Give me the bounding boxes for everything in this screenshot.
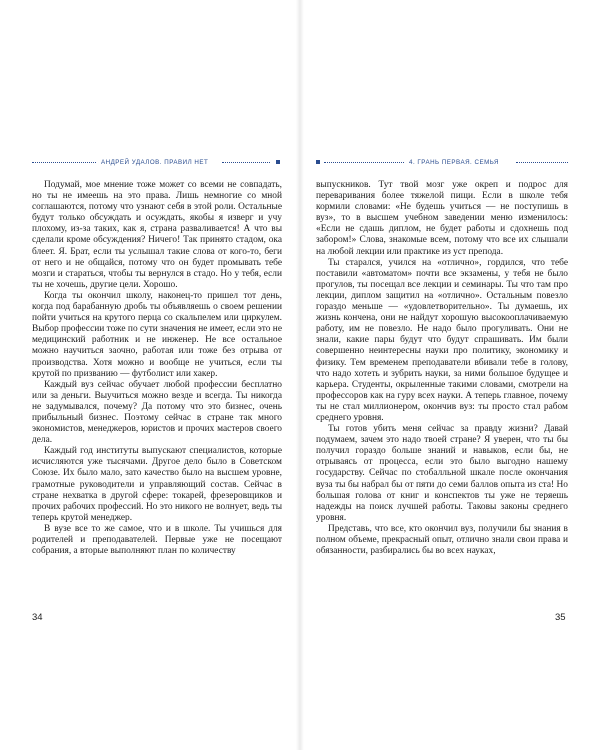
left-page-text — [32, 180, 282, 557]
paragraph: выпускников. Тут твой мозг уже окреп и подрос для переваривания более тяжелой пищи. Если в школе тебя кормили словами: «Не будешь учиться — не поступишь в вуз», то в высшем учебном заведении меню изменилось: «Если не сдашь диплом, не будет работы и сдохнешь под забором!» Слова, знакомые всем, потому что все их слышали на любой лекции или практике из уст препода. — [316, 180, 568, 257]
right-running-header — [316, 158, 568, 168]
header-square-marker — [276, 160, 280, 164]
paragraph: Ты старался, учился на «отлично», гордился, что тебе поставили «автоматом» почти все экзамены, у тебя не было прогулов, ты посещал все лекции и семинары. Ты что там про лекции, диплом защитил на «отлично». Остальным повезло гораздо меньше — «удовлетворительно». Ты думаешь, их жизнь кончена, они не найдут хорошую высокооплачиваемую работу, им не повезло. Не надо было прогуливать. Они не знали, какие пары будут что будут спрашивать. Им были совершенно неинтересны науки про политику, экономику и физику. Тем временем преподаватели вбивали тебе в голову, что надо хотеть и зубрить науки, за ними большое будущее и карьера. Студенты, окрыленные такими словами, смотрели на профессоров как на гуру всех науки. А теперь главное, почему ты не стал миллионером, окончив вуз: ты просто стал рабом среднего уровня. — [316, 257, 568, 423]
header-dotted-rule — [324, 162, 404, 163]
paragraph: Подумай, мое мнение тоже может со всеми не совпадать, но ты не имеешь на это права. Лишь немногие со мной соглашаются, потому что узнают себя в этой роли. Остальные будут только обсуждать и осуждать, якобы я изверг и учу плохому, из-за таких, как я, страна разваливается! А что вы сделали кроме обсуждения? Ничего! Так принято стадом, ока блеет. Я. Брат, если ты услышал такие слова от кого-то, беги от него и не общайся, потому что он будет промывать тебе мозги и стараться, чтобы ты вернулся в стадо. Но у тебя, если ты не хочешь, другие цели. Хорошо. — [32, 180, 282, 290]
right-page-text — [316, 180, 568, 557]
left-page-number: 34 — [32, 612, 43, 623]
paragraph: Представь, что все, кто окончил вуз, получили бы знания в полном объеме, прекрасный опыт, отлично знали свои права и обязанности, разбирались бы во всех науках, — [316, 523, 568, 557]
paragraph: В вузе все то же самое, что и в школе. Ты учишься для родителей и преподавателей. Первые уже не посещают собрания, а вторые выполняют план по количеству — [32, 523, 282, 557]
paragraph: Когда ты окончил школу, наконец-то пришел тот день, когда под барабанную дробь ты объявляешь о своем решении пойти учиться на крутого перца со скальпелем или циркулем. Выбор профессии тоже по сути значения не имеет, если это не медицинский работник и не инженер. Не все остальное можно научиться заочно, работая или тоже без отрыва от производства. Хотя можно и вообще не учиться, если ты крутой по призванию — футболист или хакер. — [32, 290, 282, 379]
header-dotted-rule — [222, 162, 270, 163]
book-gutter — [296, 0, 304, 750]
left-running-header — [32, 158, 282, 168]
right-header-label: 4. ГРАНЬ ПЕРВАЯ. СЕМЬЯ — [406, 158, 502, 167]
header-dotted-rule — [516, 162, 568, 163]
right-page — [316, 158, 568, 557]
left-page — [32, 158, 282, 557]
header-square-marker — [316, 160, 320, 164]
right-page-number: 35 — [555, 612, 566, 623]
paragraph: Ты готов убить меня сейчас за правду жизни? Давай подумаем, зачем это надо твоей стране? Я уверен, что ты бы получил гораздо больше знаний и навыков, если бы, не отрываясь от процесса, если это было выгодно нашему государству. Сейчас по стобалльной шкале после окончания вуза ты бы набрал бы от пяти до семи баллов опыта из ста! Но большая голова от книг и конспектов ты уже не теряешь надежды на поиск лучшей работы. Таковы законы среднего уровня. — [316, 424, 568, 523]
paragraph: Каждый год институты выпускают специалистов, которые исчисляются уже тысячами. Другое дело было в Советском Союзе. Их было мало, зато качество было на высшем уровне, грамотные руководители и управляющий состав. Сейчас в стране нехватка в другой сфере: токарей, фрезеровщиков и прочих рабочих профессий. Но это никого не волнует, ведь ты теперь крутой менеджер. — [32, 446, 282, 523]
header-dotted-rule — [32, 162, 96, 163]
paragraph: Каждый вуз сейчас обучает любой профессии бесплатно или за деньги. Выучиться можно везде и всегда. Ты никогда не задумывался, почему? Да потому что это бизнес, очень прибыльный бизнес. Поэтому сейчас в стране так много экономистов, менеджеров, юристов и прочих мастеров своего дела. — [32, 379, 282, 446]
left-header-label: АНДРЕЙ УДАЛОВ. ПРАВИЛ НЕТ — [98, 158, 211, 167]
